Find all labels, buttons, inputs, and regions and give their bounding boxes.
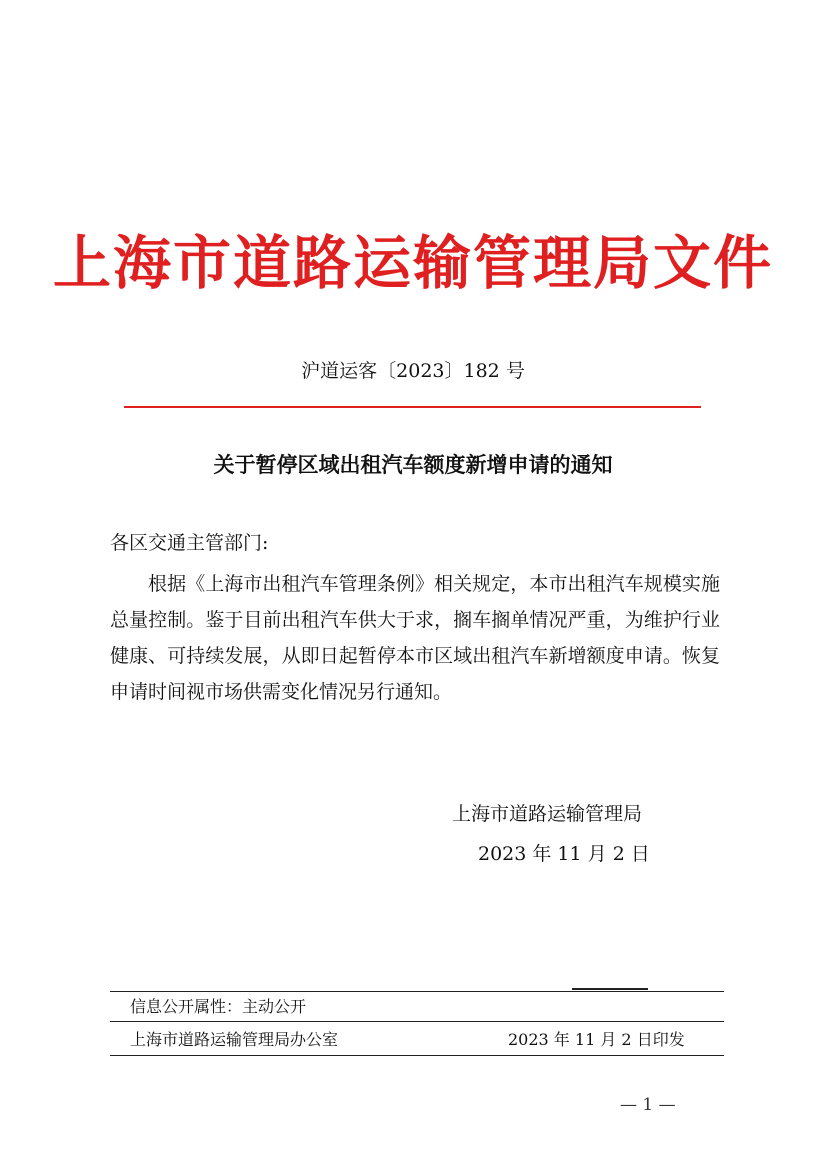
document-number: 沪道运客〔2023〕182 号 (301, 360, 525, 382)
footer-divider-top (110, 991, 724, 992)
disclosure-attribute: 信息公开属性：主动公开 (130, 997, 307, 1016)
footer-divider-bottom (110, 1055, 724, 1056)
page-number: — 1 — (620, 1095, 676, 1115)
signing-date: 2023 年 11 月 2 日 (478, 843, 650, 865)
red-divider-line (124, 406, 701, 408)
print-date: 2023 年 11 月 2 日印发 (508, 1030, 685, 1049)
issuer-heading: 上海市道路运输管理局文件 (52, 229, 773, 297)
issuing-office: 上海市道路运输管理局办公室 (130, 1030, 339, 1049)
body-paragraph: 根据《上海市出租汽车管理条例》相关规定，本市出租汽车规模实施总量控制。鉴于目前出租汽车供大于求，搁车搁单情况严重，为维护行业健康、可持续发展，从即日起暂停本市区域出租汽车新增额度申请。恢复申请时间视市场供需变化情况另行通知。 (110, 573, 720, 703)
footer-top-mark-line (572, 988, 648, 990)
document-title: 关于暂停区域出租汽车额度新增申请的通知 (213, 452, 613, 477)
signing-organization: 上海市道路运输管理局 (452, 803, 643, 825)
footer-divider-middle (110, 1021, 724, 1022)
salutation: 各区交通主管部门: (110, 532, 269, 554)
